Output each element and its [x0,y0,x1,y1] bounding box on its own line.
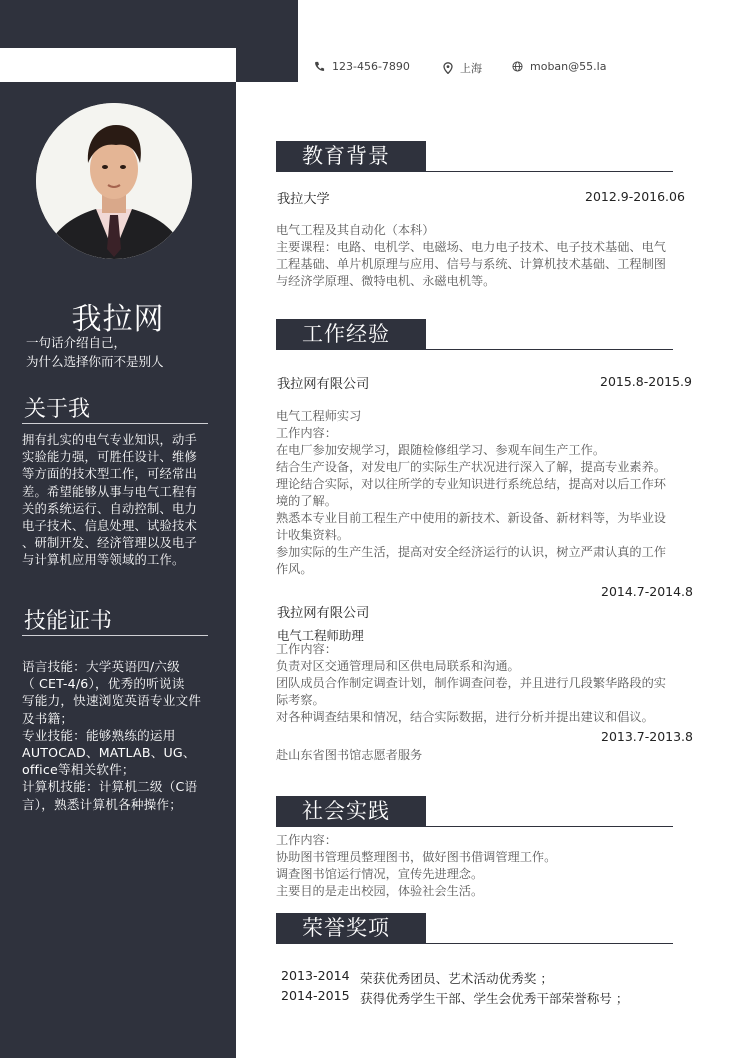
skills-line: 语言技能：大学英语四/六级 [22,659,180,674]
job1-line: 电气工程师实习 [276,409,362,423]
job3-date: 2013.7-2013.8 [601,729,693,744]
motto-line-1: 一句话介绍自己， [26,335,127,350]
city-text: 上海 [460,62,482,75]
contact-city [443,60,482,76]
about-line: 关的系统运行、自动控制、电力 [22,501,197,516]
education-line: 工程基础、单片机原理与应用、信号与系统、计算机技术基础、工程制图 [276,257,666,271]
skills-line: 专业技能：能够熟练的运用 [22,727,176,743]
skills-line: 言），熟悉计算机各种操作； [22,796,183,812]
education-line: 主要课程：电路、电机学、电磁场、电力电子技术、电子技术基础、电气 [276,240,666,254]
phone-icon [314,61,325,72]
job2-company: 我拉网有限公司 [277,606,370,621]
practice-line: 协助图书管理员整理图书，做好图书借调管理工作。 [276,850,557,864]
job2-line: 对各种调查结果和情况，结合实际数据，进行分析并提出建议和倡议。 [276,710,654,724]
job1-line: 熟悉本专业目前工程生产中使用的新技术、新设备、新材料等，为毕业设 [276,511,666,525]
job1-line: 理论结合实际，对以往所学的专业知识进行系统总结，提高对以后工作环 [276,477,666,491]
about-text [22,432,206,570]
about-line: 、研制开发、经济管理以及电子 [22,536,197,551]
location-pin-icon [443,62,453,74]
about-line: 拥有扎实的电气专业知识，动手 [22,433,197,447]
skills-heading: 技能证书 [24,609,113,634]
about-line: 等方面的技术型工作，可经常出 [22,467,197,482]
person-name: 我拉网 [71,302,165,337]
email-text: moban@55.la [530,60,607,73]
education-date: 2012.9-2016.06 [585,189,685,204]
job1-line: 结合生产设备，对发电厂的实际生产状况进行深入了解，提高专业素养。 [276,460,666,474]
work-heading: 工作经验 [276,319,426,350]
honor-text: 获得优秀学生干部、学生会优秀干部荣誉称号 ； [360,991,629,1006]
job1-date: 2015.8-2015.9 [600,374,692,389]
phone-text: 123-456-7890 [332,60,410,73]
job1-line: 工作内容： [276,426,337,440]
header-accent-block [236,0,298,48]
about-heading: 关于我 [24,397,91,422]
job1-line: 参加实际的生产生活，提高对安全经济运行的认识，树立严肃认真的工作 [276,545,666,559]
work-divider [426,349,673,350]
job2-line: 负责对区交通管理局和区供电局联系和沟通。 [276,659,520,673]
contact-email [512,60,606,73]
education-details [276,222,666,290]
job2-line: 际考察。 [276,693,325,707]
globe-icon [512,61,523,72]
skills-line: office等相关软件； [22,762,135,778]
job1-details [276,408,666,578]
job2-line: 工作内容： [276,642,337,656]
about-line: 实验能力强，可胜任设计、维修 [22,450,197,465]
skills-line: 计算机技能：计算机二级（C语 [22,779,198,795]
job1-company: 我拉网有限公司 [277,377,370,392]
header-white-band [0,48,236,82]
skills-divider [22,635,208,636]
about-divider [22,423,208,424]
job1-line: 境的了解。 [276,494,337,508]
practice-line: 主要目的是走出校园，体验社会生活。 [276,884,484,898]
skills-text [22,658,206,813]
about-line: 电子技术、信息处理、试验技术 [22,519,197,534]
honor-year: 2014-2015 [281,988,350,1003]
practice-line: 工作内容： [276,833,337,847]
job1-line: 作风。 [276,562,313,576]
skills-line: 写能力，快速浏览英语专业文件 [22,693,202,709]
contact-phone [314,60,410,73]
portrait-photo [36,103,192,259]
job2-date: 2014.7-2014.8 [601,584,693,599]
job2-role: 电气工程师助理 [277,628,364,643]
about-line: 与计算机应用等领域的工作。 [22,553,185,568]
job2-line: 团队成员合作制定调查计划，制作调查问卷，并且进行几段繁华路段的实 [276,676,666,690]
avatar [36,103,192,259]
honor-year: 2013-2014 [281,968,350,983]
about-line: 差。希望能够从事与电气工程有 [22,484,197,499]
education-heading: 教育背景 [276,141,426,172]
job2-details [276,641,666,726]
honors-divider [426,943,673,944]
education-line: 与经济学原理、微特电机、永磁电机等。 [276,274,496,288]
practice-divider [426,826,673,827]
job1-line: 在电厂参加安规学习，跟随检修组学习、参观车间生产工作。 [276,443,606,457]
school-name: 我拉大学 [277,192,330,207]
education-line: 电气工程及其自动化（本科） [276,223,435,237]
motto-line-2: 为什么选择你而不是别人 [26,354,164,369]
honor-text: 荣获优秀团员、艺术活动优秀奖 ； [360,971,553,986]
honors-heading: 荣誉奖项 [276,913,426,944]
skills-line: AUTOCAD、MATLAB、UG、 [22,745,196,761]
practice-line: 调查图书馆运行情况，宣传先进理念。 [276,867,484,881]
contact-accent-block [236,48,298,82]
education-divider [426,171,673,172]
skills-line: 及书籍； [22,710,74,726]
practice-heading: 社会实践 [276,796,426,827]
job3-details: 赴山东省图书馆志愿者服务 [276,748,423,762]
skills-line: （ CET-4/6），优秀的听说读 [22,676,185,692]
practice-details [276,832,556,900]
job1-line: 计收集资料。 [276,528,350,542]
